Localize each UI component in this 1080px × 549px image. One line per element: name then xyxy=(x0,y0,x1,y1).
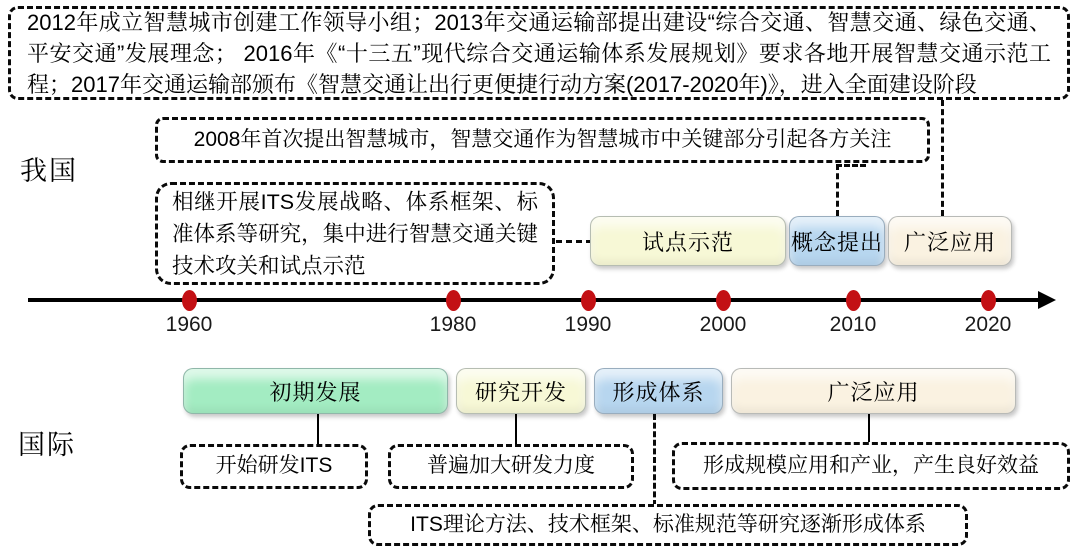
note-system-formed xyxy=(368,504,968,546)
timeline-dot-2020 xyxy=(981,290,996,311)
year-label: 2010 xyxy=(829,313,877,336)
year-label: 1960 xyxy=(165,313,213,336)
note-scale-benefit-text: 形成规模应用和产业，产生良好效益 xyxy=(703,453,1039,477)
stage-pilot-demonstration xyxy=(590,216,786,266)
note-smart-city-2008-text: 2008年首次提出智慧城市，智慧交通作为智慧城市中关键部分引起各方关注 xyxy=(193,127,892,151)
note-its-research xyxy=(155,182,555,285)
connector-system-to-note xyxy=(653,414,656,506)
timeline-dot-2000 xyxy=(716,290,731,311)
connector-research-to-note xyxy=(515,414,517,444)
stage-wide-application-intl-label: 广泛应用 xyxy=(827,379,920,405)
connector-application-to-note xyxy=(868,414,870,444)
stage-wide-application-intl xyxy=(731,368,1016,414)
connector-2008-note-elbow xyxy=(836,164,866,167)
policy-note-box xyxy=(8,6,1070,100)
note-scale-benefit xyxy=(672,442,1070,490)
stage-initial-development xyxy=(183,368,448,414)
stage-initial-development-label: 初期发展 xyxy=(269,379,362,405)
connector-policy-box-to-application-stage xyxy=(941,100,944,216)
note-start-rd-text: 开始研发ITS xyxy=(215,454,333,478)
year-label: 2000 xyxy=(699,313,747,336)
year-label: 1990 xyxy=(564,313,612,336)
stage-concept-proposal xyxy=(789,216,885,266)
timeline-axis xyxy=(28,298,1040,302)
stage-pilot-demonstration-label: 试点示范 xyxy=(641,229,734,255)
stage-research-development-label: 研究开发 xyxy=(474,379,567,405)
stage-wide-application-china-label: 广泛应用 xyxy=(903,229,996,255)
year-label: 1980 xyxy=(429,313,477,336)
timeline-arrowhead-icon xyxy=(1038,291,1056,309)
note-increase-rd-text: 普遍加大研发力度 xyxy=(427,454,595,478)
connector-initial-to-note xyxy=(317,414,319,444)
stage-system-formation xyxy=(594,368,723,414)
timeline-dot-2010 xyxy=(846,290,861,311)
note-increase-rd xyxy=(388,444,634,489)
stage-system-formation-label: 形成体系 xyxy=(612,379,705,405)
international-label: 国际 xyxy=(18,430,76,460)
connector-2008-note-to-concept-stage xyxy=(836,164,839,216)
timeline-dot-1960 xyxy=(182,290,197,311)
note-start-rd xyxy=(180,444,368,489)
stage-wide-application-china xyxy=(888,216,1012,266)
note-smart-city-2008 xyxy=(155,117,930,163)
year-label: 2020 xyxy=(964,313,1012,336)
timeline-dot-1990 xyxy=(581,290,596,311)
note-its-research-text: 相继开展ITS发展战略、体系框架、标准体系等研究，集中进行智慧交通关键技术攻关和试点示范 xyxy=(172,189,538,278)
connector-its-note-to-pilot-stage xyxy=(556,240,592,243)
stage-concept-proposal-label: 概念提出 xyxy=(790,229,883,255)
china-label: 我国 xyxy=(20,156,78,186)
policy-note-text: 2012年成立智慧城市创建工作领导小组；2013年交通运输部提出建设“综合交通、智慧交通、绿色交通、平安交通”发展理念； 2016年《“十三五”现代综合交通运输体系发展规划》要求各地开展智慧交通示范工程；2017年交通运输部颁布《智慧交通让出行更便捷行动方案(2017-2020年)》，进入全面建设阶段 xyxy=(27,9,1051,97)
timeline-dot-1980 xyxy=(446,290,461,311)
stage-research-development xyxy=(456,368,586,414)
note-system-formed-text: ITS理论方法、技术框架、标准规范等研究逐渐形成体系 xyxy=(410,512,926,536)
